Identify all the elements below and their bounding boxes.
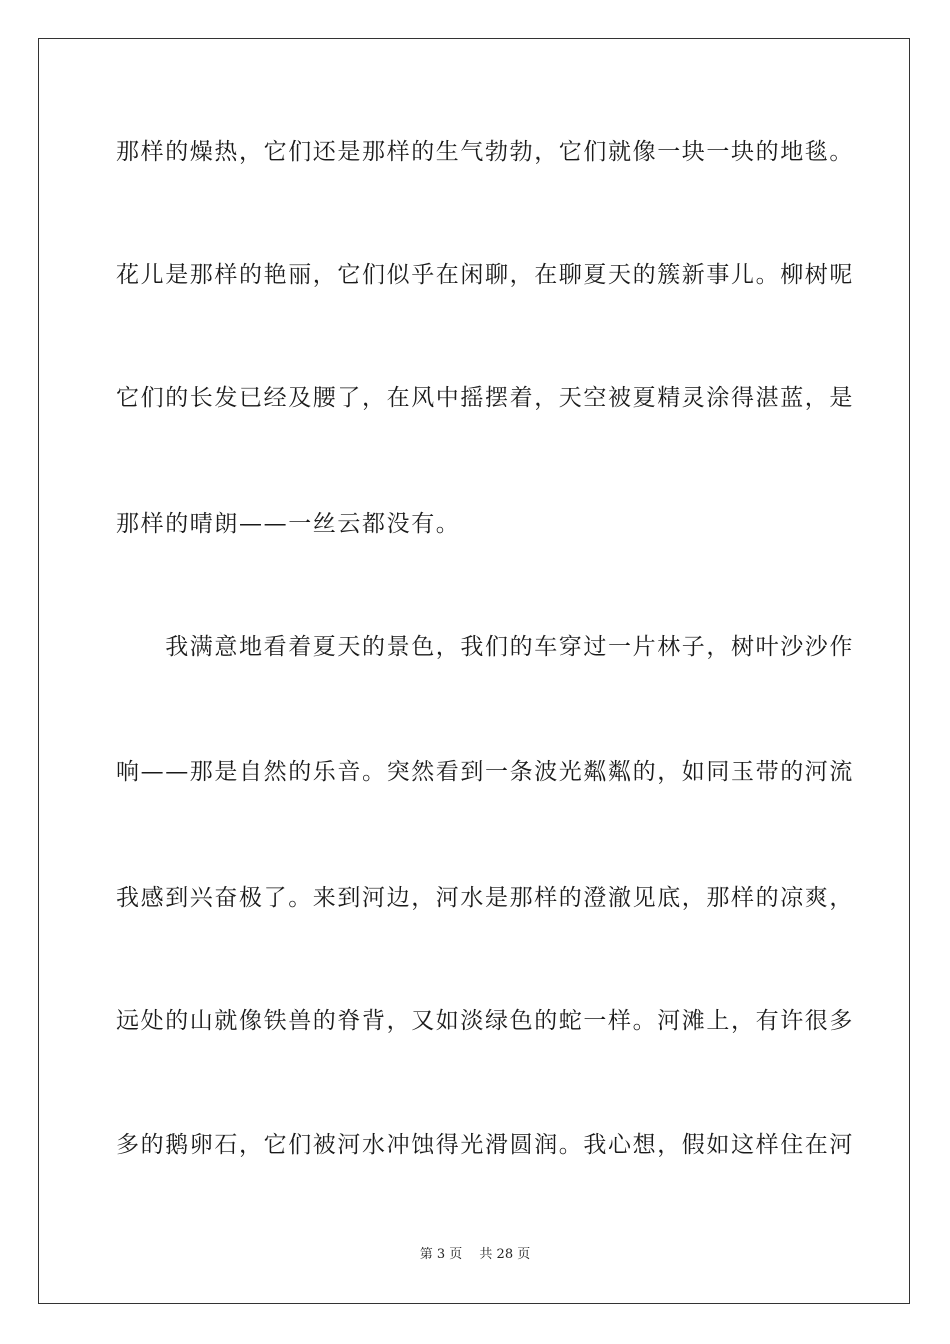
text-line: 我满意地看着夏天的景色，我们的车穿过一片林子，树叶沙沙作 [116,634,854,660]
text-line: 远处的山就像铁兽的脊背，又如淡绿色的蛇一样。河滩上，有许很多 [116,1008,854,1034]
text-line: 响——那是自然的乐音。突然看到一条波光粼粼的，如同玉带的河流 [116,759,854,785]
text-line: 花儿是那样的艳丽，它们似乎在闲聊，在聊夏天的簇新事儿。柳树呢 [116,262,854,288]
text-line: 我感到兴奋极了。来到河边，河水是那样的澄澈见底，那样的凉爽， [116,885,854,911]
text-line: 多的鹅卵石，它们被河水冲蚀得光滑圆润。我心想，假如这样住在河 [116,1132,854,1158]
text-line: 那样的晴朗——一丝云都没有。 [116,511,461,537]
page-number-footer: 第 3 页 共 28 页 [419,1247,531,1262]
page-border [38,38,910,1304]
text-line: 它们的长发已经及腰了，在风中摇摆着，天空被夏精灵涂得湛蓝，是 [116,385,854,411]
text-line: 那样的燥热，它们还是那样的生气勃勃，它们就像一块一块的地毯。 [116,139,854,165]
